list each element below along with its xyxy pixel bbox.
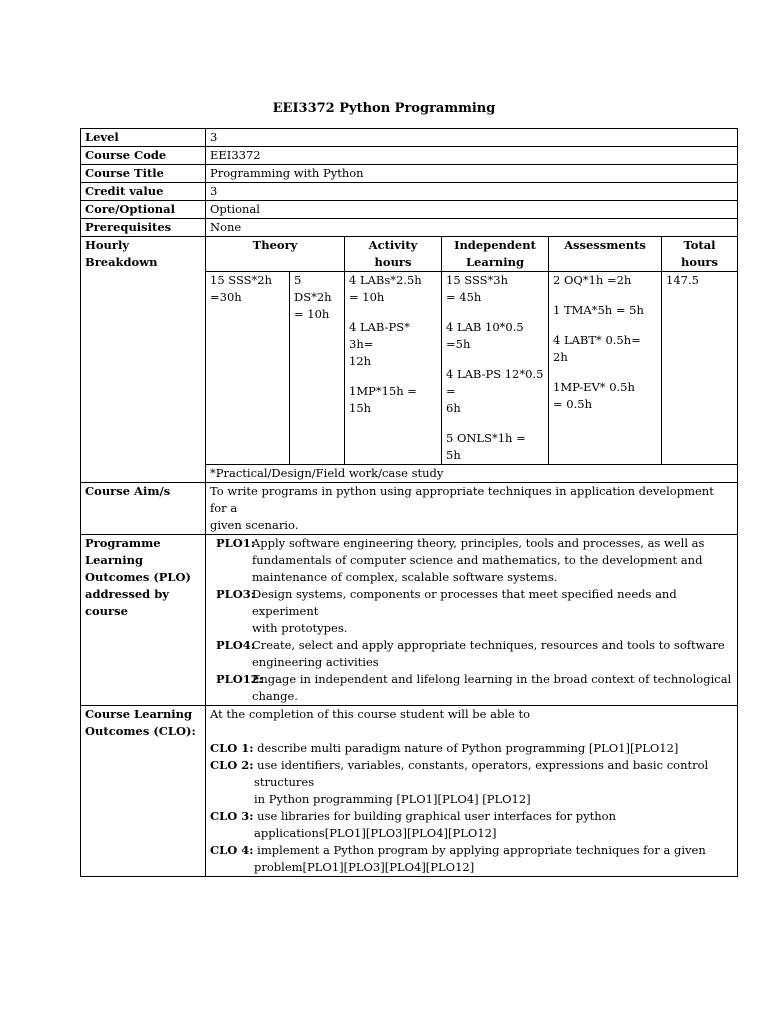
course-aim-label: Course Aim/s <box>81 483 206 535</box>
row-course-aim <box>81 483 738 535</box>
activity-line: 4 LAB-PS* 3h= <box>349 320 410 351</box>
row-clo <box>81 706 738 877</box>
course-title-label: Course Title <box>81 165 206 183</box>
activity-line: 12h <box>349 354 372 368</box>
clo-code: CLO 1: <box>210 741 254 755</box>
core-optional-label: Core/Optional <box>81 201 206 219</box>
plo-code: PLO4: <box>216 638 255 652</box>
level-label: Level <box>81 129 206 147</box>
assessment-line: 2 OQ*1h =2h <box>553 273 632 287</box>
header-theory: Theory <box>206 237 345 272</box>
clo-intro: At the completion of this course student will be able to <box>210 707 531 721</box>
activity-line: = 10h <box>349 290 385 304</box>
plo-text: Engage in independent and lifelong learning in the broad context of technological <box>252 672 732 686</box>
theory-sss-cell <box>206 272 290 465</box>
clo-code: CLO 2: <box>210 758 254 772</box>
plo-text: change. <box>252 689 298 703</box>
row-course-title <box>81 165 738 183</box>
row-course-code <box>81 147 738 165</box>
plo-item <box>210 586 733 637</box>
theory-sss-line: =30h <box>210 290 242 304</box>
activity-line: 1MP*15h = 15h <box>349 384 417 415</box>
independent-learning-cell <box>442 272 549 465</box>
row-plo <box>81 535 738 706</box>
plo-text: maintenance of complex, scalable software systems. <box>252 570 558 584</box>
header-assessments: Assessments <box>549 237 662 272</box>
header-total-hours: Total hours <box>662 237 738 272</box>
course-aim-line: given scenario. <box>210 518 299 532</box>
row-prerequisites <box>81 219 738 237</box>
independent-line: 4 LAB-PS 12*0.5 = <box>446 367 544 398</box>
plo-item <box>210 535 733 586</box>
plo-label-line: Learning <box>85 553 144 567</box>
clo-text: applications[PLO1][PLO3][PLO4][PLO12] <box>254 826 497 840</box>
credit-value-value: 3 <box>206 183 738 201</box>
course-spec-table <box>80 128 738 877</box>
independent-line: 5 ONLS*1h = 5h <box>446 431 526 462</box>
course-code-value: EEI3372 <box>206 147 738 165</box>
clo-text: implement a Python program by applying appropriate techniques for a given <box>257 843 706 857</box>
course-code-label: Course Code <box>81 147 206 165</box>
clo-item <box>210 740 733 757</box>
total-hours-cell: 147.5 <box>662 272 738 465</box>
plo-text: Apply software engineering theory, principles, tools and processes, as well as <box>252 536 705 550</box>
prerequisites-label: Prerequisites <box>81 219 206 237</box>
core-optional-value: Optional <box>206 201 738 219</box>
clo-text: in Python programming [PLO1][PLO4] [PLO12] <box>254 792 531 806</box>
assessment-line: 1 TMA*5h = 5h <box>553 303 644 317</box>
plo-label <box>81 535 206 706</box>
theory-ds-cell <box>290 272 345 465</box>
independent-line: 6h <box>446 401 461 415</box>
plo-label-line: course <box>85 604 128 618</box>
independent-line: 15 SSS*3h <box>446 273 508 287</box>
plo-label-line: addressed by <box>85 587 169 601</box>
plo-label-line: Outcomes (PLO) <box>85 570 191 584</box>
row-core-optional <box>81 201 738 219</box>
clo-code: CLO 4: <box>210 843 254 857</box>
row-hourly-header <box>81 237 738 272</box>
activity-hours-cell <box>345 272 442 465</box>
credit-value-label: Credit value <box>81 183 206 201</box>
plo-code: PLO3: <box>216 587 255 601</box>
activity-line: 4 LABs*2.5h <box>349 273 422 287</box>
clo-text: problem[PLO1][PLO3][PLO4][PLO12] <box>254 860 475 874</box>
theory-ds-line: 5 DS*2h <box>294 273 332 304</box>
clo-item <box>210 808 733 842</box>
assessments-cell <box>549 272 662 465</box>
plo-text: fundamentals of computer science and mathematics, to the development and <box>252 553 703 567</box>
clo-text: use identifiers, variables, constants, operators, expressions and basic control structures <box>254 758 709 789</box>
plo-label-line: Programme <box>85 536 161 550</box>
plo-code: PLO12: <box>216 672 263 686</box>
plo-text: engineering activities <box>252 655 379 669</box>
plo-text: with prototypes. <box>252 621 348 635</box>
header-activity-hours: Activity hours <box>345 237 442 272</box>
plo-text: Create, select and apply appropriate techniques, resources and tools to software <box>252 638 725 652</box>
plo-item <box>210 671 733 705</box>
clo-label <box>81 706 206 877</box>
clo-code: CLO 3: <box>210 809 254 823</box>
plo-text: Design systems, components or processes that meet specified needs and experiment <box>252 587 677 618</box>
course-title-value: Programming with Python <box>206 165 738 183</box>
header-independent-learning: Independent Learning <box>442 237 549 272</box>
theory-ds-line: = 10h <box>294 307 330 321</box>
assessment-line: 1MP-EV* 0.5h <box>553 380 635 394</box>
theory-sss-line: 15 SSS*2h <box>210 273 272 287</box>
plo-list <box>206 535 738 706</box>
assessment-line: 4 LABT* 0.5h= 2h <box>553 333 641 364</box>
row-level <box>81 129 738 147</box>
prerequisites-value: None <box>206 219 738 237</box>
independent-line: = 45h <box>446 290 482 304</box>
clo-text: use libraries for building graphical user interfaces for python <box>257 809 617 823</box>
level-value: 3 <box>206 129 738 147</box>
independent-line: 4 LAB 10*0.5 =5h <box>446 320 524 351</box>
clo-label-line: Outcomes (CLO): <box>85 724 196 738</box>
hourly-breakdown-label: Hourly Breakdown <box>81 237 206 483</box>
plo-item <box>210 637 733 671</box>
clo-item <box>210 757 733 808</box>
plo-code: PLO1: <box>216 536 255 550</box>
clo-list <box>206 706 738 877</box>
clo-item <box>210 842 733 876</box>
clo-label-line: Course Learning <box>85 707 193 721</box>
clo-text: describe multi paradigm nature of Python programming [PLO1][PLO12] <box>257 741 679 755</box>
assessment-line: = 0.5h <box>553 397 592 411</box>
row-credit-value <box>81 183 738 201</box>
document-title: EEI3372 Python Programming <box>272 101 496 116</box>
course-aim-value <box>206 483 738 535</box>
course-aim-line: To write programs in python using appropriate techniques in application development for a <box>210 484 714 515</box>
hourly-note: *Practical/Design/Field work/case study <box>206 465 738 483</box>
